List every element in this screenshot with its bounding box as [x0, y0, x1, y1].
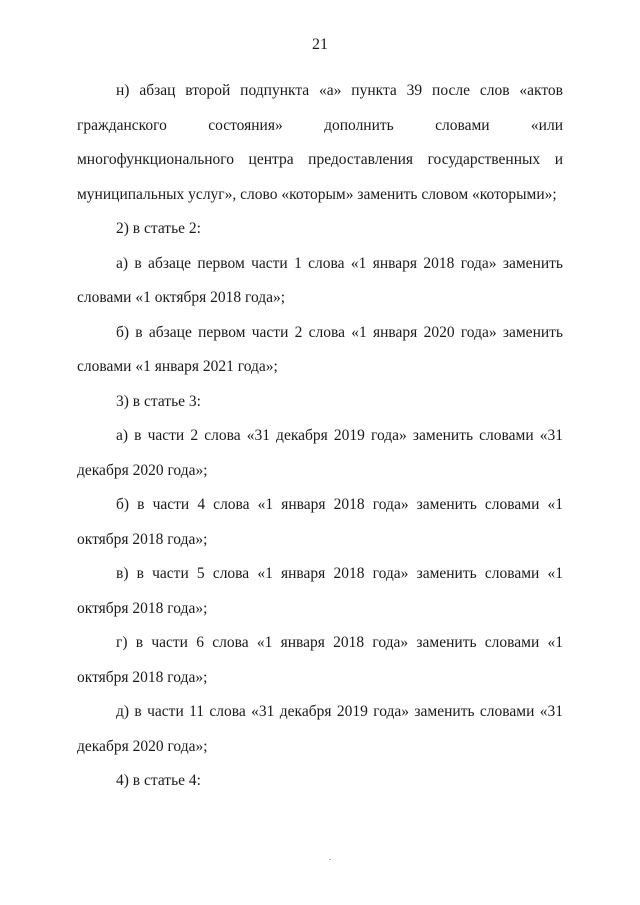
paragraph-article-2: 2) в статье 2: [116, 220, 201, 237]
document-body [77, 74, 563, 799]
paragraph-article-4: 4) в статье 4: [116, 772, 201, 789]
scan-speck [329, 859, 331, 860]
paragraph-article-2-a: а) в абзаце первом части 1 слова «1 января 2018 года» заменить словами «1 октября 2018 года»; [77, 254, 563, 306]
paragraph-n-clause-39: н) абзац второй подпункта «а» пункта 39 после слов «актов гражданского состояния» дополнить словами «или многофункционального центра предоставления государственных и муниципальных услуг», слово «которым» заменить словом «которыми»; [77, 82, 563, 203]
paragraph-article-3-a: а) в части 2 слова «31 декабря 2019 года» заменить словами «31 декабря 2020 года»; [77, 427, 563, 479]
paragraph-article-3-v: в) в части 5 слова «1 января 2018 года» заменить словами «1 октября 2018 года»; [77, 565, 563, 617]
page-number: 21 [312, 36, 328, 53]
paragraph-article-3-d: д) в части 11 слова «31 декабря 2019 года» заменить словами «31 декабря 2020 года»; [77, 703, 563, 755]
paragraph-article-3-b: б) в части 4 слова «1 января 2018 года» заменить словами «1 октября 2018 года»; [77, 496, 563, 548]
paragraph-article-3-g: г) в части 6 слова «1 января 2018 года» заменить словами «1 октября 2018 года»; [77, 634, 563, 686]
paragraph-article-3: 3) в статье 3: [116, 392, 201, 410]
paragraph-article-2-b: б) в абзаце первом части 2 слова «1 января 2020 года» заменить словами «1 января 2021 года»; [77, 323, 563, 375]
